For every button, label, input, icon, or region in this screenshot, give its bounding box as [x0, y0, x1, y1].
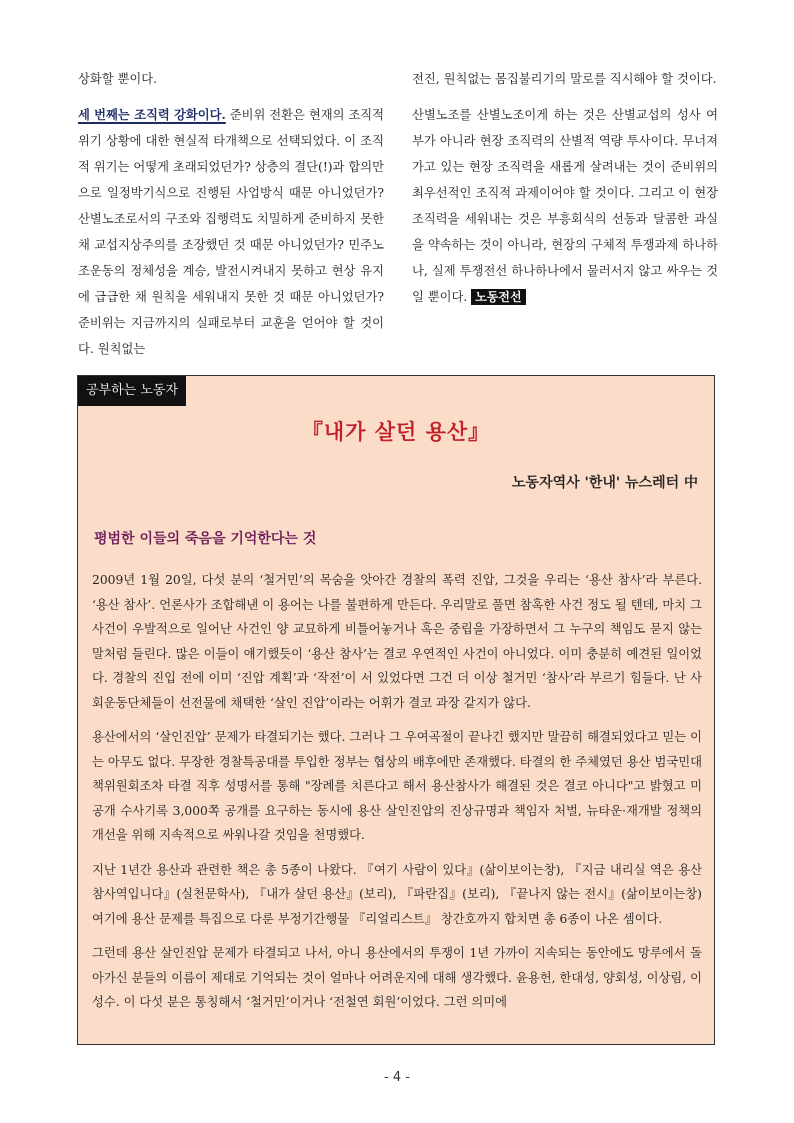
article-paragraph-1: 2009년 1월 20일, 다섯 분의 ‘철거민’의 목숨을 앗아간 경찰의 폭력 진압, 그것을 우리는 ‘용산 참사’라 부른다. ‘용산 참사’. 언론사가 조합해낸 이 용어는 나를 불편하게 만든다. 우리말로 풀면 참혹한 사건 정도 될 텐데, 마치 그 사건이 우발적으로 일어난 사건인 양 교묘하게 비틀어놓거나 혹은 중립을 가장하면서 그 누구의 책임도 묻지 않는 말처럼 들린다. 많은 이들이 얘기했듯이 ‘용산 참사’는 결코 우연적인 사건이 아니었다. 이미 충분히 예견된 일이었다. 경찰의 진입 전에 이미 ‘진압 계획’과 ‘작전’이 서 있었다면 그건 더 이상 철거민 ‘참사’라 부르기 힘들다. 난 사회운동단체들이 선전물에 채택한 ‘살인 진압’이라는 어휘가 결코 과장 같지가 않다.: [92, 573, 702, 710]
article-paragraph-2: 용산에서의 ‘살인진압’ 문제가 타결되기는 했다. 그러나 그 우여곡절이 끝나긴 했지만 말끔히 해결되었다고 믿는 이는 아무도 없다. 무장한 경찰특공대를 투입한 정부는 협상의 배후에만 존재했다. 타결의 한 주체였던 용산 범국민대책위원회조차 타결 직후 성명서를 통해 "장례를 치른다고 해서 용산참사가 해결된 것은 결코 아니다"고 밝혔고 미공개 수사기록 3,000쪽 공개를 요구하는 동시에 용산 살인진압의 진상규명과 책임자 처벌, 뉴타운·재개발 정책의 개선을 위해 지속적으로 싸워나갈 것임을 천명했다.: [92, 730, 702, 842]
article-paragraph-3: 지난 1년간 용산과 관련한 책은 총 5종이 나왔다. 『여기 사람이 있다』(삶이보이는창), 『지금 내리실 역은 용산참사역입니다』(실천문학사), 『내가 살던 용산』(보리), 『파란집』(보리), 『끝나지 않는 전시』(삶이보이는창) 여기에 용산 문제를 특집으로 다룬 부정기간행물 『리얼리스트』 창간호까지 합치면 총 6종이 나온 셈이다.: [92, 862, 702, 926]
right-paragraph-1: 전진, 원칙없는 몸집불리기의 말로를 직시해야 할 것이다.: [412, 72, 717, 86]
source-tag: 노동전선: [471, 289, 525, 305]
article-paragraph-4: 그런데 용산 살인진압 문제가 타결되고 나서, 아니 용산에서의 투쟁이 1년 가까이 지속되는 동안에도 망루에서 돌아가신 분들의 이름이 제대로 기억되는 것이 얼마나 어려운지에 대해 생각했다. 윤용헌, 한대성, 양회성, 이상림, 이성수. 이 다섯 분은 통칭해서 ‘철거민’이거나 ‘전철연 회원’이었다. 그런 의미에: [92, 946, 702, 1009]
article-title: 『내가 살던 용산』: [301, 419, 491, 444]
left-paragraph-1: 상화할 뿐이다.: [78, 72, 158, 86]
article-body: [92, 568, 702, 1025]
right-column: [412, 66, 718, 320]
left-column: [78, 66, 384, 372]
article-source: 노동자역사 '한내' 뉴스레터 中: [512, 475, 698, 491]
left-paragraph-2: [78, 102, 384, 362]
left-paragraph-2-text: 준비위 전환은 현재의 조직적 위기 상황에 대한 현실적 타개책으로 선택되었다. 이 조직적 위기는 어떻게 초래되었던가? 상층의 결단(!)과 합의만으로 일정박기식으로 진행된 사업방식 때문 아니었던가? 산별노조로서의 구조와 집행력도 치밀하게 준비하지 못한 채 교섭지상주의를 조장했던 것 때문 아니었던가? 민주노조운동의 정체성을 계승, 발전시켜내지 못하고 현상 유지에 급급한 채 원칙을 세워내지 못한 것 때문 아니었던가? 준비위는 지금까지의 실패로부터 교훈을 얻어야 할 것이다. 원칙없는: [78, 108, 385, 356]
page-number: - 4 -: [384, 1070, 410, 1085]
feature-box: [77, 375, 715, 1045]
right-paragraph-2: [412, 102, 718, 310]
right-paragraph-2-text: 산별노조를 산별노조이게 하는 것은 산별교섭의 성사 여부가 아니라 현장 조직력의 산별적 역량 투사이다. 무너져가고 있는 현장 조직력을 새롭게 살려내는 것이 준비위의 최우선적인 조직적 과제이어야 할 것이다. 그리고 이 현장 조직력을 세워내는 것은 부흥회식의 선동과 달콤한 과실을 약속하는 것이 아니라, 현장의 구체적 투쟁과제 하나하나, 실제 투쟁전선 하나하나에서 물러서지 않고 싸우는 것일 뿐이다.: [412, 108, 718, 304]
article-subtitle: 평범한 이들의 죽음을 기억한다는 것: [94, 531, 317, 547]
section-lead-heading: 세 번째는 조직력 강화이다.: [78, 107, 226, 122]
section-tab-label: 공부하는 노동자: [78, 376, 186, 406]
